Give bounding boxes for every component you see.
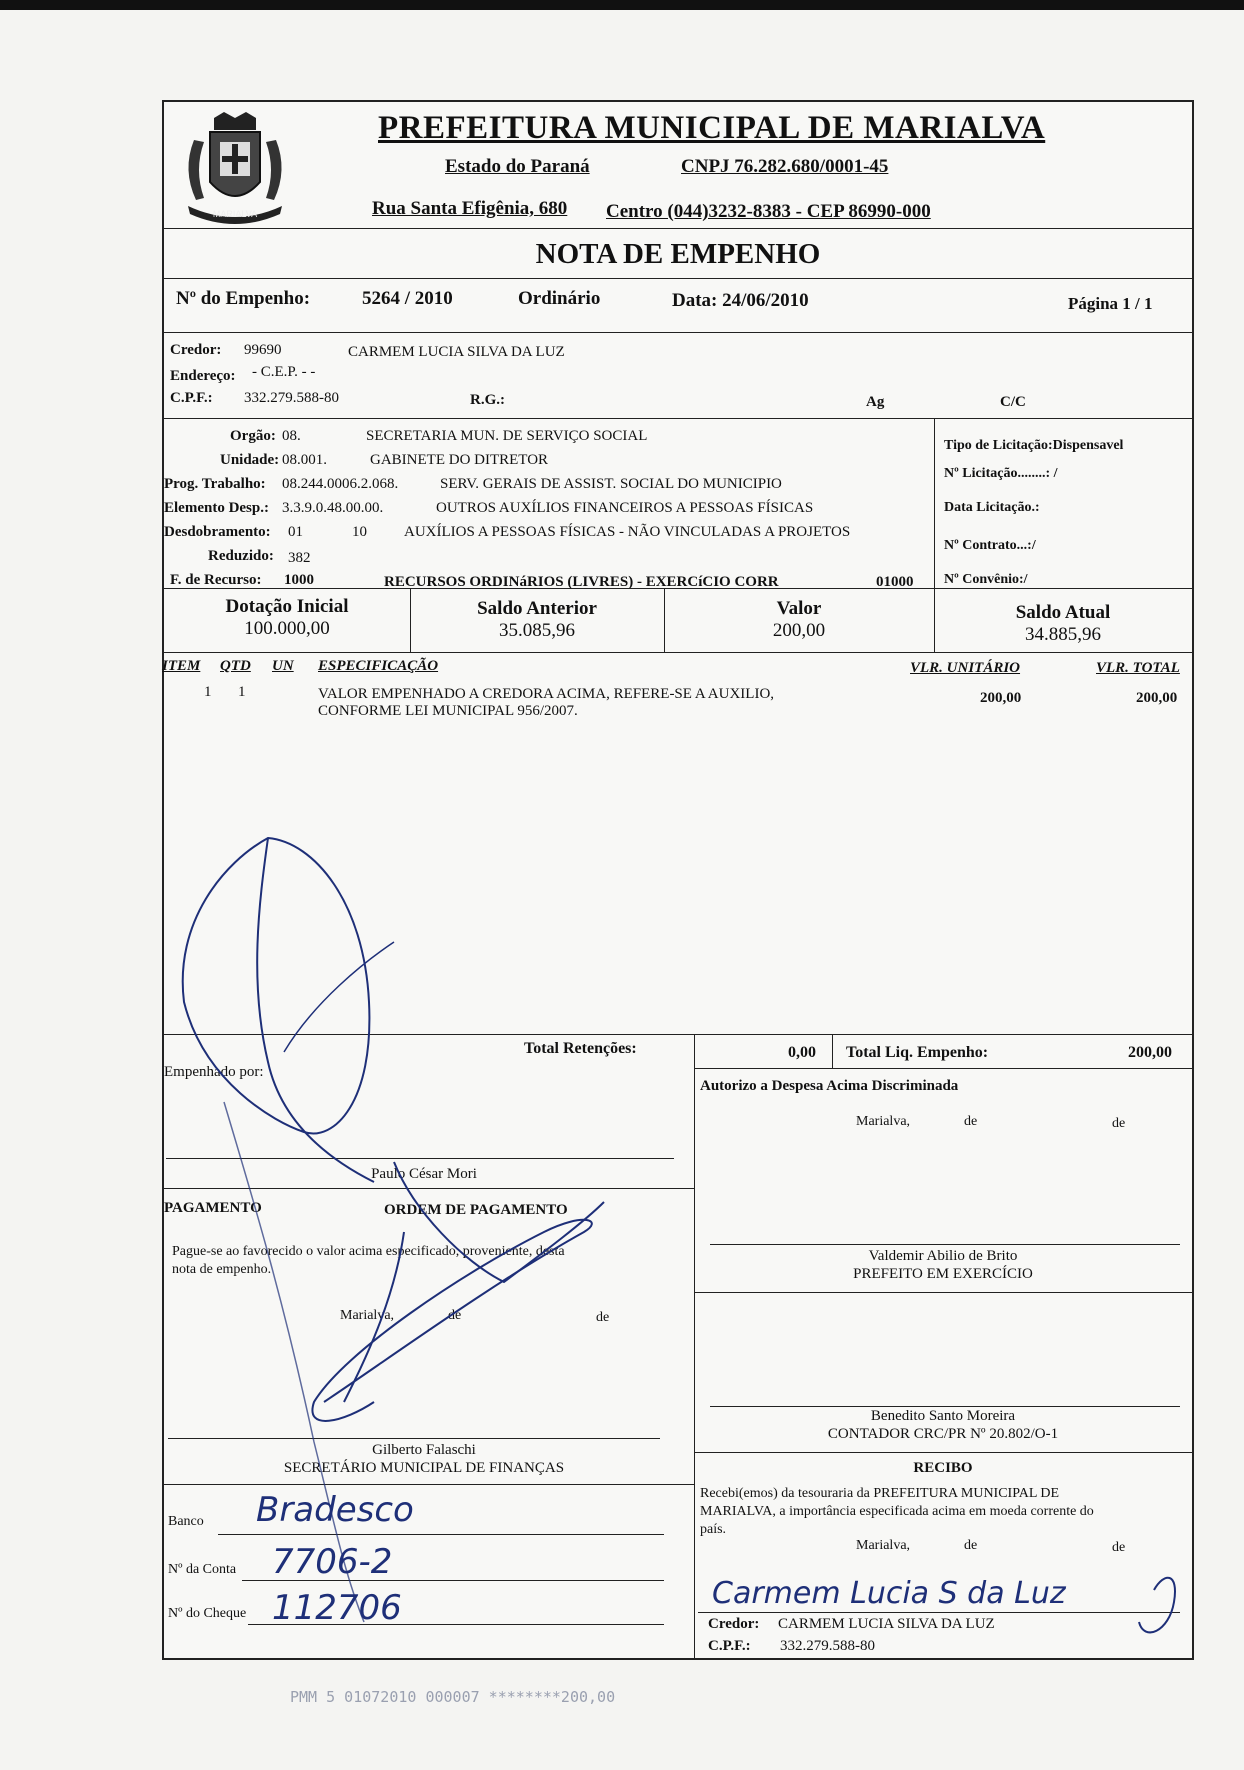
- item-spec-line1: VALOR EMPENHADO A CREDORA ACIMA, REFERE-SE A AUXILIO,: [318, 686, 775, 702]
- licitacao-tipo: Tipo de Licitação:Dispensavel: [944, 438, 1124, 453]
- desdobramento-name: AUXÍLIOS A PESSOAS FÍSICAS - NÃO VINCULADAS A PROJETOS: [404, 524, 851, 540]
- page-title: PREFEITURA MUNICIPAL DE MARIALVA: [378, 110, 1046, 146]
- prog-label: Prog. Trabalho:: [164, 476, 266, 492]
- liquido-value: 200,00: [1128, 1044, 1172, 1061]
- item-number: 1: [204, 684, 212, 700]
- licitacao-numero: Nº Licitação........: /: [944, 466, 1058, 481]
- convenio-numero: Nº Convênio:/: [944, 572, 1028, 587]
- credor-name: CARMEM LUCIA SILVA DA LUZ: [348, 344, 565, 360]
- reduzido-label: Reduzido:: [208, 548, 274, 564]
- ordem-pagamento-label: ORDEM DE PAGAMENTO: [384, 1202, 568, 1218]
- municipal-crest-icon: [174, 110, 296, 228]
- empenhado-label: Empenhado por:: [164, 1064, 264, 1080]
- items-header-total: VLR. TOTAL: [1096, 660, 1180, 676]
- saldo-atual-value: 34.885,96: [1025, 624, 1101, 645]
- elemento-code: 3.3.9.0.48.00.00.: [282, 500, 384, 516]
- credor-code: 99690: [244, 342, 282, 358]
- pagamento-text-line2: nota de empenho.: [172, 1262, 272, 1277]
- state-name: Estado do Paraná: [445, 156, 590, 177]
- recibo-cpf-value: 332.279.588-80: [780, 1638, 875, 1654]
- items-header-unit: VLR. UNITÁRIO: [910, 660, 1021, 676]
- contact-info: Centro (044)3232-8383 - CEP 86990-000: [606, 201, 931, 222]
- pagamento-text-line1: Pague-se ao favorecido o valor acima especificado, proveniente, desta: [172, 1244, 565, 1259]
- page-number: Página 1 / 1: [1068, 294, 1153, 313]
- rg-label: R.G.:: [470, 392, 505, 408]
- secretario-title: SECRETÁRIO MUNICIPAL DE FINANÇAS: [283, 1460, 565, 1476]
- cpf-value: 332.279.588-80: [244, 390, 339, 406]
- desdobramento-label: Desdobramento:: [164, 524, 271, 540]
- valor-label: Valor: [776, 598, 822, 619]
- credor-label: Credor:: [170, 342, 222, 358]
- prefeito-title: PREFEITO EM EXERCÍCIO: [853, 1266, 1033, 1282]
- prog-name: SERV. GERAIS DE ASSIST. SOCIAL DO MUNICIPIO: [440, 476, 782, 492]
- pagamento-de2: de: [596, 1310, 610, 1325]
- recibo-city: Marialva,: [856, 1538, 911, 1553]
- contador-title: CONTADOR CRC/PR Nº 20.802/O-1: [827, 1426, 1059, 1442]
- empenho-number: 5264 / 2010: [362, 288, 453, 309]
- orgao-code: 08.: [282, 428, 301, 444]
- valor-value: 200,00: [772, 620, 826, 641]
- empenhado-name: Paulo César Mori: [371, 1166, 477, 1182]
- saldo-atual-label: Saldo Atual: [1015, 602, 1111, 623]
- autorizo-de2: de: [1112, 1116, 1126, 1131]
- contrato-numero: Nº Contrato...:/: [944, 538, 1036, 553]
- credor-signature: Carmem Lucia S da Luz: [712, 1576, 1066, 1611]
- pagamento-de1: de: [448, 1308, 462, 1323]
- contador-name: Benedito Santo Moreira: [870, 1408, 1016, 1424]
- desdobramento-code2: 10: [352, 524, 367, 540]
- retencoes-label: Total Retenções:: [524, 1040, 637, 1057]
- recibo-cpf-label: C.P.F.:: [708, 1638, 751, 1654]
- items-header-spec: ESPECIFICAÇÃO: [318, 658, 439, 674]
- pagamento-city: Marialva,: [340, 1308, 395, 1323]
- desdobramento-code1: 01: [288, 524, 303, 540]
- recurso-name: RECURSOS ORDINáRIOS (LIVRES) - EXERCíCIO CORR: [384, 574, 779, 590]
- autorizo-city: Marialva,: [856, 1114, 911, 1129]
- recurso-code2: 01000: [876, 574, 914, 590]
- retencoes-value: 0,00: [788, 1044, 816, 1061]
- recibo-text-line2: MARIALVA, a importância especificada acima em moeda corrente do: [700, 1504, 1094, 1519]
- recibo-text-line1: Recebi(emos) da tesouraria da PREFEITURA MUNICIPAL DE: [700, 1486, 1060, 1501]
- banco-label: Banco: [168, 1514, 204, 1529]
- empenho-type: Ordinário: [518, 288, 601, 309]
- items-header-un: UN: [272, 658, 294, 674]
- recibo-text-line3: país.: [700, 1522, 727, 1537]
- item-spec-line2: CONFORME LEI MUNICIPAL 956/2007.: [318, 703, 578, 719]
- account-label: C/C: [1000, 394, 1026, 410]
- unidade-label: Unidade:: [220, 452, 280, 468]
- cpf-label: C.P.F.:: [170, 390, 213, 406]
- orgao-label: Orgão:: [230, 428, 276, 444]
- liquido-label: Total Liq. Empenho:: [846, 1044, 989, 1061]
- scan-edge: [0, 0, 1244, 10]
- endereco-label: Endereço:: [170, 368, 236, 384]
- item-unit-value: 200,00: [980, 690, 1022, 706]
- pagamento-label: PAGAMENTO: [164, 1200, 262, 1216]
- elemento-label: Elemento Desp.:: [164, 500, 269, 516]
- unidade-name: GABINETE DO DITRETOR: [370, 452, 549, 468]
- recibo-de1: de: [964, 1538, 978, 1553]
- items-header-qtd: QTD: [220, 658, 251, 674]
- saldo-anterior-value: 35.085,96: [499, 620, 575, 641]
- prefeito-name: Valdemir Abilio de Brito: [868, 1248, 1018, 1264]
- recibo-de2: de: [1112, 1540, 1126, 1555]
- recibo-credor-name: CARMEM LUCIA SILVA DA LUZ: [778, 1616, 995, 1632]
- item-qtd: 1: [238, 684, 246, 700]
- saldo-anterior-label: Saldo Anterior: [477, 598, 597, 619]
- address: Rua Santa Efigênia, 680: [372, 198, 568, 219]
- licitacao-data: Data Licitação.:: [944, 500, 1040, 515]
- recibo-label: RECIBO: [913, 1460, 973, 1476]
- empenho-date: Data: 24/06/2010: [672, 290, 809, 311]
- dotacao-label: Dotação Inicial: [225, 596, 349, 617]
- reduzido-value: 382: [288, 550, 311, 566]
- item-total-value: 200,00: [1136, 690, 1178, 706]
- conta-label: Nº da Conta: [168, 1562, 237, 1577]
- cheque-handwritten: 112706: [272, 1588, 402, 1628]
- empenho-form: [162, 100, 1194, 1660]
- endereco-value: - C.E.P. - -: [252, 364, 316, 380]
- agency-label: Ag: [866, 394, 885, 410]
- elemento-name: OUTROS AUXÍLIOS FINANCEIROS A PESSOAS FÍSICAS: [436, 500, 814, 516]
- dotacao-value: 100.000,00: [244, 618, 330, 639]
- recurso-code: 1000: [284, 572, 314, 588]
- orgao-name: SECRETARIA MUN. DE SERVIÇO SOCIAL: [366, 428, 648, 444]
- prog-code: 08.244.0006.2.068.: [282, 476, 399, 492]
- svg-text:MARIALVA: MARIALVA: [212, 209, 258, 219]
- empenho-number-label: Nº do Empenho:: [176, 288, 311, 309]
- bank-stamp: PMM 5 01072010 000007 ********200,00: [290, 1688, 616, 1706]
- items-header-item: ITEM: [162, 658, 201, 674]
- document-title: NOTA DE EMPENHO: [535, 238, 821, 270]
- autorizo-label: Autorizo a Despesa Acima Discriminada: [700, 1078, 959, 1094]
- unidade-code: 08.001.: [282, 452, 327, 468]
- conta-handwritten: 7706-2: [272, 1542, 393, 1582]
- secretario-name: Gilberto Falaschi: [372, 1442, 476, 1458]
- cnpj: CNPJ 76.282.680/0001-45: [681, 156, 889, 177]
- cheque-label: Nº do Cheque: [168, 1606, 247, 1621]
- recurso-label: F. de Recurso:: [170, 572, 262, 588]
- banco-handwritten: Bradesco: [256, 1490, 414, 1530]
- recibo-credor-label: Credor:: [708, 1616, 760, 1632]
- autorizo-de1: de: [964, 1114, 978, 1129]
